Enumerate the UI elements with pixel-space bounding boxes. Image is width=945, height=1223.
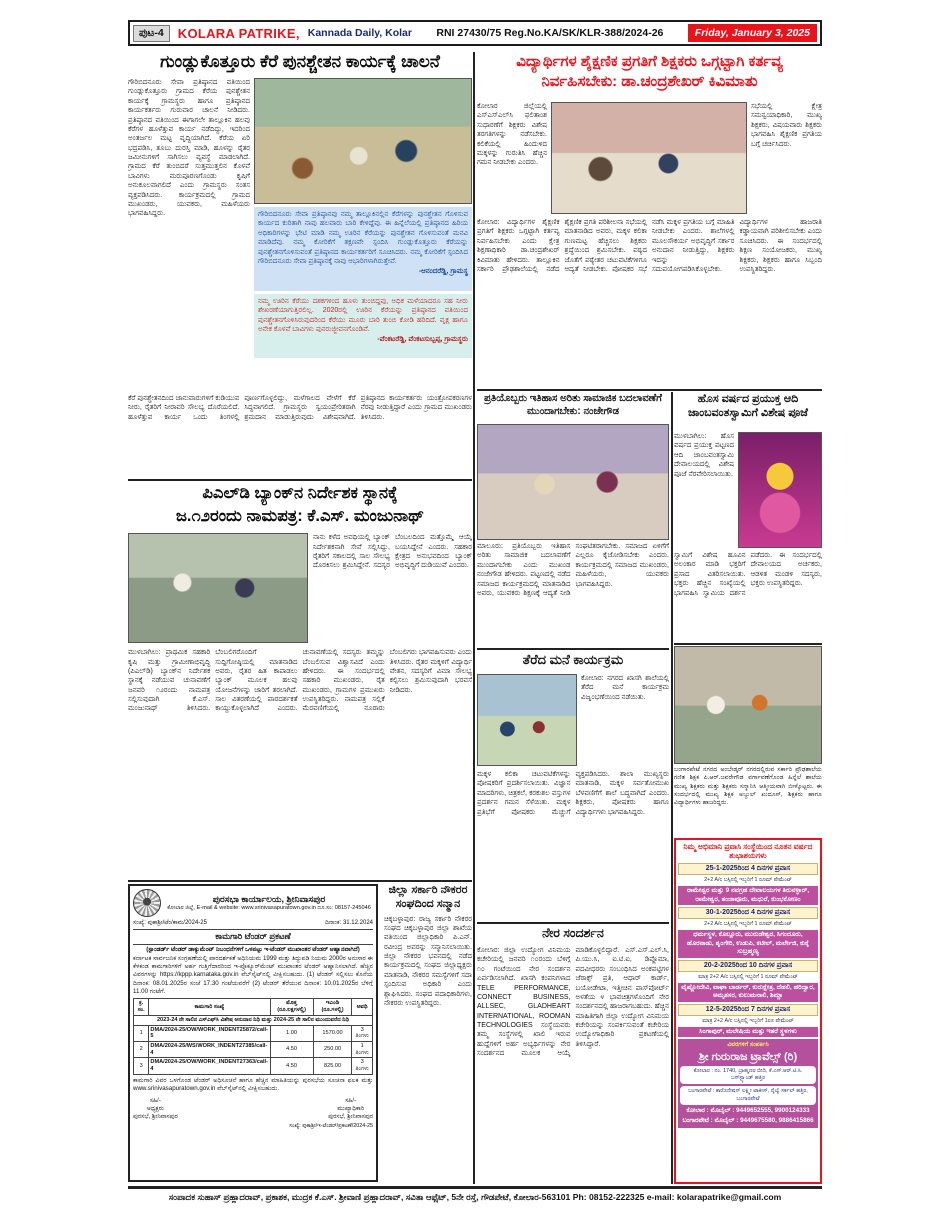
article-body: ಸ್ವಾಮಿಗೆ ವಿಶೇಷ ಹೂವಿನ ಅಲಂಕಾರ ಮಾಡಿ ಭಕ್ತರಿಗೆ ಪ್ರಸಾದ ವಿತರಿಸಲಾಯಿತು. ಭಕ್ತರು ಹೆಚ್ಚಿನ ಸಂಖ್ಯೆಯಲ್ಲಿ ಭಾಗವಹಿಸಿ ಸ್ವಾಮಿಯ ದರ್ಶನ ಪಡೆದರು. ಈ ಸಂದರ್ಭದಲ್ಲಿ ದೇವಾಲಯದ ಅರ್ಚಕರು, ಆಡಳಿತ ಮಂಡಳಿ ಸದಸ್ಯರು, ಭಕ್ತರು ಉಪಸ್ಥಿತರಿದ್ದರು. [674, 552, 822, 597]
horizontal-divider [674, 643, 822, 645]
page-number-chip: ಪುಟ-4 [133, 25, 170, 42]
cell-emd: 1570.00 [313, 1025, 352, 1041]
office-contact: ಕೋಲಾರ ಜಿಲ್ಲೆ, E-mail & website: www.srinivasapuratown.gov.in ದೂ.ಸಂ: 08157-245046 [167, 905, 371, 912]
deity-photo [738, 432, 822, 548]
article-headline-line1: ಪಿಎಲ್‌ಡಿ ಬ್ಯಾಂಕ್‌ನ ನಿರ್ದೇಶಕ ಸ್ಥಾನಕ್ಕೆ [202, 484, 398, 502]
ad-phone-bangarapete: ಬಂಗಾರಪೇಟೆ : ಮೊಬೈಲ್ : 9449675580, 9886415866 [682, 1116, 814, 1124]
farewell-group-photo [674, 646, 822, 764]
paper-subtitle: Kannada Daily, Kolar [307, 27, 412, 39]
cell-emd: 825.00 [313, 1058, 352, 1074]
government-emblem-icon [133, 889, 161, 917]
sign-title: ಮುಖ್ಯಾಧಿಕಾರಿ [337, 1105, 365, 1112]
tour-places-1: ರಾಮೇಶ್ವರ ಮತ್ತು 9 ನವಗ್ರಹ ದೇವಾಲಯಗಳ ತಿರುನಳ್ಳಾರ್, ರಾಮೇಶ್ವರ, ತಂಜಾವೂರು, ಮಧುರೆ, ಕುಂಭಕೋಣಂ [678, 886, 818, 905]
cell-sl: 3 [134, 1058, 149, 1074]
tour-places-4: ಸಿಂಗಾಪುರ್, ಮಲೇಷಿಯ ಮತ್ತು ಇತರೆ ಸ್ಥಳಗಳು [678, 1027, 818, 1038]
table-row [134, 1041, 373, 1057]
quote-attribution: -ವೆಂಕಟರೆಡ್ಡಿ, ವೆಂಕಟಸುಬ್ಬಪ್ಪ, ಗ್ರಾಮಸ್ಥರು [377, 335, 468, 343]
article-lake-rejuvenation [128, 52, 472, 478]
supporters-group-photo [128, 533, 308, 643]
sign-label: ಸಹಿ/- [345, 1097, 357, 1104]
column-header: ಇಎಂಡಿ (ರೂ.ಗಳಲ್ಲಿ) [313, 999, 352, 1015]
villager-quote-box-1 [254, 207, 472, 291]
office-name: ಪುರಸಭಾ ಕಾರ್ಯಾಲಯ, ಶ್ರೀನಿವಾಸಪುರ [212, 894, 326, 905]
article-headline: ಜಿಲ್ಲಾ ಸರ್ಕಾರಿ ನೌಕರರ ಸಂಘದಿಂದ ಸನ್ಮಾನ [388, 884, 468, 910]
column-header: ಕಾಮಗಾರಿ ಸಂಖ್ಯೆ [149, 999, 270, 1015]
sign-label: ಸಹಿ/- [149, 1097, 161, 1104]
cell-sl: 2 [134, 1041, 149, 1057]
column-header: ಕ್ರ. ಸಂ. [134, 999, 149, 1015]
article-headline-line2: ಜ.೧೨ರಂದು ನಾಮಪತ್ರ: ಕೆ.ಎಸ್. ಮಂಜುನಾಥ್ [175, 507, 425, 526]
table-row [134, 1058, 373, 1074]
signature-right [328, 1097, 373, 1121]
travel-agency-ad [674, 838, 822, 1184]
ad-contact-section [678, 1039, 818, 1127]
tender-date: ದಿನಾಂಕ: 31.12.2024 [324, 920, 373, 926]
article-side-text: ಕೋಲಾರ: ನಗರದ ಖಾಸಗಿ ಶಾಲೆಯಲ್ಲಿ ತೆರೆದ ಮನೆ ಕಾರ್ಯಕ್ರಮ ವಿಜೃಂಭಣೆಯಿಂದ ನಡೆಯಿತು. [581, 675, 669, 701]
article-headline: ತೆರೆದ ಮನೆ ಕಾರ್ಯಕ್ರಮ [522, 652, 624, 667]
cell-sl: 1 [134, 1025, 149, 1041]
article-headline: ನೇರ ಸಂದರ್ಶನ [542, 926, 604, 940]
column-header: ಅವಧಿ [352, 999, 373, 1015]
sign-office: ಪುರಸಭೆ, ಶ್ರೀನಿವಾಸಪುರ [133, 1113, 178, 1120]
horizontal-divider [128, 479, 472, 481]
article-open-house [477, 652, 669, 918]
table-row [134, 1025, 373, 1041]
article-body: ಕೋಲಾರ: ವಿದ್ಯಾರ್ಥಿಗಳ ಶೈಕ್ಷಣಿಕ ಪ್ರಗತಿಗೆ ಶಿಕ್ಷಕರು ಒಗ್ಗಟ್ಟಾಗಿ ಕರ್ತವ್ಯ ನಿರ್ವಹಿಸಬೇಕು ಎಂದು ಕ್ಷೇತ್ರ ಶಿಕ್ಷಣಾಧಿಕಾರಿ ಡಾ.ಚಂದ್ರಶೇಖರ್ ಕಿವಿಮಾತು ಹೇಳಿದರು. ತಾಲ್ಲೂಕಿನ ಸರ್ಕಾರಿ ಪ್ರೌಢಶಾಲೆಯಲ್ಲಿ ನಡೆದ ಶೈಕ್ಷಣಿಕ ಪ್ರಗತಿ ಪರಿಶೀಲನಾ ಸಭೆಯಲ್ಲಿ ಮಾತನಾಡಿದ ಅವರು, ಮಕ್ಕಳ ಕಲಿಕಾ ಗುಣಮಟ್ಟ ಹೆಚ್ಚಿಸಲು ಶಿಕ್ಷಕರು ಶ್ರದ್ಧೆಯಿಂದ ಶ್ರಮಿಸಬೇಕು. ಪಠ್ಯದ ಜೊತೆಗೆ ಪಠ್ಯೇತರ ಚಟುವಟಿಕೆಗಳಿಗೂ ಆದ್ಯತೆ ನೀಡಬೇಕು. ಪೋಷಕರ ಸಭೆ ನಡೆಸಿ ಮಕ್ಕಳ ಪ್ರಗತಿಯ ಬಗ್ಗೆ ಮಾಹಿತಿ ನೀಡಬೇಕು ಎಂದರು. ಶಾಲೆಗಳಲ್ಲಿ ಮೂಲಸೌಕರ್ಯ ಅಭಿವೃದ್ಧಿಗೆ ಸರ್ಕಾರ ಅನುದಾನ ನೀಡುತ್ತಿದ್ದು, ಶಿಕ್ಷಕರು ಇದನ್ನು ಸದುಪಯೋಗಪಡಿಸಿಕೊಳ್ಳಬೇಕು. ವಿದ್ಯಾರ್ಥಿಗಳ ಹಾಜರಾತಿ ಕಡ್ಡಾಯವಾಗಿ ಪರಿಶೀಲಿಸಬೇಕು ಎಂದು ಸೂಚಿಸಿದರು. ಈ ಸಂದರ್ಭದಲ್ಲಿ ಶಿಕ್ಷಣ ಸಂಯೋಜಕರು, ಮುಖ್ಯ ಶಿಕ್ಷಕರು, ಶಿಕ್ಷಕರು ಹಾಗೂ ಸಿಬ್ಬಂದಿ ಉಪಸ್ಥಿತರಿದ್ದರು. [477, 219, 822, 273]
cell-amount: 1.00 [270, 1025, 313, 1041]
cell-work-id: DMA/2024-25/OW/WORK_INDENT27363/call-4 [149, 1058, 270, 1074]
photo-caption: ಬಂಗಾರಪೇಟೆ ನಗರದ ಅಂಬೇಡ್ಕರ್ ನಗರದಲ್ಲಿರುವ ಸರ್ಕಾರಿ ಪ್ರೌಢಶಾಲೆಯ ಗಣಿತ ಶಿಕ್ಷಕ ಪಿ.ಆರ್.ಜವರೇಗೌಡ ವರ್ಗಾವಣೆಗೊಂಡ ಹಿನ್ನೆಲೆ ಶಾಲೆಯ ಮುಖ್ಯ ಶಿಕ್ಷಕರು ಮತ್ತು ಶಿಕ್ಷಕರು ಸನ್ಮಾನಿಸಿ ಆತ್ಮೀಯವಾಗಿ ಬೀಳ್ಕೊಟ್ಟರು. ಈ ಸಂದರ್ಭದಲ್ಲಿ ಮುಖ್ಯ ಶಿಕ್ಷಕ ಅಬ್ದುಲ್ ಖುದೂಸ್, ಶಿಕ್ಷಕರು ಹಾಗೂ ವಿದ್ಯಾರ್ಥಿಗಳು ಹಾಜರಿದ್ದರು. [674, 766, 822, 807]
article-walk-in-interview [477, 926, 669, 1180]
article-body-bottom: ಕೆರೆ ಪುನಶ್ಚೇತನದಿಂದ ಜಾನುವಾರುಗಳಿಗೆ ಕುಡಿಯುವ ನೀರು, ರೈತರಿಗೆ ನೀರಾವರಿ ಸೌಲಭ್ಯ ದೊರೆಯಲಿದೆ. ಹೂಳೆತ್ತುವ ಕಾರ್ಯ ಒಂದು ತಿಂಗಳಲ್ಲಿ ಪೂರ್ಣಗೊಳ್ಳಲಿದ್ದು, ಮಳೆಗಾಲದ ವೇಳೆಗೆ ಕೆರೆ ಸಿದ್ಧವಾಗಲಿದೆ. ಗ್ರಾಮಸ್ಥರು ಸ್ವಯಂಪ್ರೇರಿತರಾಗಿ ಶ್ರಮದಾನ ಮಾಡುತ್ತಿರುವುದು ವಿಶೇಷವಾಗಿದೆ. ಪ್ರತಿಷ್ಠಾನದ ಕಾರ್ಯಕರ್ತರು ಯಂತ್ರೋಪಕರಣಗಳ ನೆರವು ನೀಡುತ್ತಿದ್ದಾರೆ ಎಂದು ಗ್ರಾಮದ ಮುಖಂಡರು ತಿಳಿಸಿದರು. [128, 395, 472, 421]
signature-left [133, 1097, 178, 1121]
tender-subtitle: (ಸ್ಟಾಂಡರ್ಡ್ ಟೆಂಡರ್ ಡಾಕ್ಯುಮೆಂಟ್ ನಿಬಂಧನೆಗಳಿಗೆ ಒಳಪಟ್ಟು ಇ-ಟೆಂಡರ್ ಮುಖಾಂತರ ಟೆಂಡರ್ ಆಹ್ವಾನವಾಗಿದೆ) [146, 946, 360, 953]
article-side-text: ನಾನು ಕಳೆದ ಅವಧಿಯಲ್ಲಿ ಬ್ಯಾಂಕ್ ನಿರ್ದೇಶಕನಾಗಿ ಸೇವೆ ಸಲ್ಲಿಸಿದ್ದು, ರೈತರಿಗೆ ಸಕಾಲದಲ್ಲಿ ಸಾಲ ಸೌಲಭ್ಯ ದೊರಕಿಸಲು ಶ್ರಮಿಸಿದ್ದೇನೆ. ಸದಸ್ಯರ ಬೆಂಬಲದಿಂದ ಮತ್ತೊಮ್ಮೆ ಆಯ್ಕೆ ಬಯಸಿದ್ದೇನೆ ಎಂದರು. ಸಹಕಾರ ಕ್ಷೇತ್ರದ ಅನುಭವದಿಂದ ಬ್ಯಾಂಕ್ ಅಭಿವೃದ್ಧಿಗೆ ದುಡಿಯುವೆ ಎಂದರು. [313, 534, 472, 570]
tour-places-2: ಧರ್ಮಸ್ಥಳ, ಕೊಲ್ಲೂರು, ಮುರುಡೇಶ್ವರ, ಸಿಗಂದೂರು, ಹೊರನಾಡು, ಶೃಂಗೇರಿ, ಉಡುಪಿ, ಕಟೀಲ್, ಮರ್ಲೇಜಿ, ಕುಕ್ಕೆ ಸುಬ್ರಹ್ಮಣ್ಯ [678, 930, 818, 958]
tour-date-3: 20-2-2025ರಿಂದ 10 ದಿನಗಳ ಪ್ರವಾಸ [678, 960, 818, 972]
article-pld-bank-nomination [128, 482, 472, 876]
article-body: ಮಾಲೂರು: ಪ್ರತಿಯೊಬ್ಬರು ಇತಿಹಾಸ ಅರಿತು ಸಾಮಾಜಿಕ ಬದಲಾವಣೆಗೆ ಮುಂದಾಗಬೇಕು ಎಂದು ಮುಖಂಡ ನಂಜೇಗೌಡ ಹೇಳಿದರು. ಪಟ್ಟಣದಲ್ಲಿ ನಡೆದ ಸಮಾಜದ ಕಾರ್ಯಕ್ರಮದಲ್ಲಿ ಮಾತನಾಡಿದ ಅವರು, ಯುವಕರು ಶಿಕ್ಷಣಕ್ಕೆ ಆದ್ಯತೆ ನೀಡಿ ಸಂಘಟಿತರಾಗಬೇಕು. ಸಮಾಜದ ಏಳಿಗೆಗೆ ಎಲ್ಲರೂ ಕೈಜೋಡಿಸಬೇಕು ಎಂದರು. ಕಾರ್ಯಕ್ರಮದಲ್ಲಿ ಸಮಾಜದ ಮುಖಂಡರು, ಮಹಿಳೆಯರು, ಯುವಕರು ಭಾಗವಹಿಸಿದ್ದರು. [477, 543, 669, 597]
issue-date: Friday, January 3, 2025 [688, 24, 817, 42]
quote-attribution: -ಆನಂದರೆಡ್ಡಿ, ಗ್ರಾಮಸ್ಥ [418, 267, 468, 275]
tender-bottom-ref: ಸಂಖ್ಯೆ: ಪುಕಾಶ್ರೀ/ಇ-ಟೆಂಡರ್/ಪ್ರಕಟಣೆ/2024-25 [289, 1122, 373, 1129]
villager-quote-box-2 [254, 294, 472, 358]
article-headline: ಪ್ರತಿಯೊಬ್ಬರು ಇತಿಹಾಸ ಅರಿತು ಸಾಮಾಜಿಕ ಬದಲಾವಣೆಗೆ ಮುಂದಾಗಬೇಕು: ನಂಜೇಗೌಡ [484, 393, 662, 417]
tour-note-4: ಮಾತ್ರ 2+2 A/c ಬಸ್ಸಿನಲ್ಲಿ ಇಬ್ಬರಿಗೆ 1ರೂ ಪೇಮೆಂಟ್ [702, 1017, 794, 1024]
article-body: ಮುಳಬಾಗಿಲು: ಪ್ರಾಥಮಿಕ ಸಹಕಾರಿ ಕೃಷಿ ಮತ್ತು ಗ್ರಾಮೀಣಾಭಿವೃದ್ಧಿ (ಪಿಎಲ್‌ಡಿ) ಬ್ಯಾಂಕ್‌ನ ನಿರ್ದೇಶಕ ಸ್ಥಾನಕ್ಕೆ ನಡೆಯುವ ಚುನಾವಣೆಗೆ ಜನವರಿ ೧೨ರಂದು ನಾಮಪತ್ರ ಸಲ್ಲಿಸುವುದಾಗಿ ಕೆ.ಎಸ್. ಮಂಜುನಾಥ್ ತಿಳಿಸಿದರು. ಬೆಂಬಲಿಗರೊಂದಿಗೆ ಸುದ್ದಿಗೋಷ್ಠಿಯಲ್ಲಿ ಮಾತನಾಡಿದ ಅವರು, ರೈತರ ಹಿತ ಕಾಪಾಡಲು ಬ್ಯಾಂಕ್ ಮೂಲಕ ಹಲವು ಯೋಜನೆಗಳನ್ನು ಜಾರಿಗೆ ತರಲಾಗಿದೆ. ಸಾಲ ವಿತರಣೆಯಲ್ಲಿ ಪಾರದರ್ಶಕತೆ ಕಾಯ್ದುಕೊಳ್ಳಲಾಗಿದೆ ಎಂದರು. ಚುನಾವಣೆಯಲ್ಲಿ ಸದಸ್ಯರು ತಮ್ಮನ್ನು ಬೆಂಬಲಿಸುವ ವಿಶ್ವಾಸವಿದೆ ಎಂದು ಹೇಳಿದರು. ಈ ಸಂದರ್ಭದಲ್ಲಿ ಸಹಕಾರಿ ಮುಖಂಡರು, ರೈತ ಮುಖಂಡರು, ಗ್ರಾಮಗಳ ಪ್ರಮುಖರು ಉಪಸ್ಥಿತರಿದ್ದರು. ನಾಮಪತ್ರ ಸಲ್ಲಿಕೆ ಮೆರವಣಿಗೆಯಲ್ಲಿ ನೂರಾರು ಬೆಂಬಲಿಗರು ಭಾಗವಹಿಸುವರು ಎಂದು ತಿಳಿಸಿದರು. ರೈತರ ಮಕ್ಕಳಿಗೆ ವಿದ್ಯಾರ್ಥಿ ವೇತನ, ಸದಸ್ಯರಿಗೆ ವಿಮಾ ಸೌಲಭ್ಯ ಕಲ್ಪಿಸಲು ಶ್ರಮಿಸುವುದಾಗಿ ಭರವಸೆ ನೀಡಿದರು. [128, 649, 472, 713]
tender-ref-number: ಸಂಖ್ಯೆ: ಪುಕಾಶ್ರೀ/ಟೆಂ/ಕಾಮ/2024-25 [133, 920, 207, 926]
article-body-left-column: ಗೌರಿಬಿದನೂರು ಸೇವಾ ಪ್ರತಿಷ್ಠಾನದ ವತಿಯಿಂದ ಗುಂಡ್ಲುಕೊತ್ತೂರು ಗ್ರಾಮದ ಕೆರೆಯ ಪುನಶ್ಚೇತನ ಕಾರ್ಯಕ್ಕೆ ಗ್ರಾಮಸ್ಥರು ಹಾಗೂ ಪ್ರತಿಷ್ಠಾನದ ಕಾರ್ಯಕರ್ತರು ಗುರುವಾರ ಚಾಲನೆ ನೀಡಿದರು. ಪ್ರತಿಷ್ಠಾನದ ವತಿಯಿಂದ ಈಗಾಗಲೇ ತಾಲ್ಲೂಕಿನ ಹಲವು ಕೆರೆಗಳ ಹೂಳೆತ್ತುವ ಕಾರ್ಯ ನಡೆದಿದ್ದು, ಇದರಿಂದ ಅಂತರ್ಜಲ ಮಟ್ಟ ವೃದ್ಧಿಯಾಗಿದೆ. ಕೆರೆಯ ಏರಿ ಭದ್ರಪಡಿಸಿ, ತೂಬು ದುರಸ್ತಿ ಮಾಡಿ, ಹೂಳನ್ನು ರೈತರ ಜಮೀನುಗಳಿಗೆ ಸಾಗಿಸಲು ವ್ಯವಸ್ಥೆ ಮಾಡಲಾಗಿದೆ. ಗ್ರಾಮದ ಕೆರೆ ತುಂಬಿದರೆ ಸುತ್ತಮುತ್ತಲಿನ ಕೊಳವೆ ಬಾವಿಗಳು ಮರುಪೂರಣಗೊಂಡು ಕೃಷಿಗೆ ಅನುಕೂಲವಾಗಲಿದೆ ಎಂದು ಗ್ರಾಮಸ್ಥರು ಸಂತಸ ವ್ಯಕ್ತಪಡಿಸಿದರು. ಕಾರ್ಯಕ್ರಮದಲ್ಲಿ ಗ್ರಾಮದ ಮುಖಂಡರು, ಯುವಕರು, ಮಹಿಳೆಯರು ಭಾಗವಹಿಸಿದ್ದರು. [128, 79, 250, 218]
sign-office: ಪುರಸಭೆ, ಶ್ರೀನಿವಾಸಪುರ [328, 1113, 373, 1120]
cell-amount: 4.50 [270, 1058, 313, 1074]
lake-event-photo [254, 78, 472, 204]
article-side-text: ಮುಳಬಾಗಿಲು: ಹೊಸ ವರ್ಷದ ಪ್ರಯುಕ್ತ ಪಟ್ಟಣದ ಆದಿ ಜಾಂಬವಂತಸ್ವಾಮಿ ದೇವಾಲಯದಲ್ಲಿ ವಿಶೇಷ ಪೂಜೆ ನೆರವೇರಿಸಲಾಯಿತು. [674, 433, 734, 478]
tour-note-1: 2+2 A/c ಬಸ್ಸಿನಲ್ಲಿ ಇಬ್ಬರಿಗೆ 1 ರೂಮ್ ಪೇಮೆಂಟ್ [704, 876, 792, 883]
ad-phone-kolar: ಕೋಲಾರ : ಮೊಬೈಲ್ : 9449652555, 9900124333 [686, 1106, 810, 1114]
quote-text: ನಮ್ಮ ಊರಿನ ಕೆರೆಯು ದಶಕಗಳಿಂದ ಹೂಳು ತುಂಬಿದ್ದವು, ಅಧಿಕ ಮಳೆಯಾದರೂ ಸಹ ನೀರು ಶೇಖರಣೆಯಾಗುತ್ತಿರಲಿಲ್ಲ. 2020ರಲ್ಲಿ ಊರಿನ ಕೆರೆಯನ್ನು ಪ್ರತಿಷ್ಠಾನದ ವತಿಯಿಂದ ಪುನಶ್ಚೇತನಗೊಳಿಸಿರುವುದರಿಂದ ಕೆರೆಯು ಮೂರು ಬಾರಿ ತುಂಬಿ ಕೋಡಿ ಹರಿದಿದೆ. ವೃಕ್ಷ ಹಾಗೂ ಅನೇಕ ಕೊಳವೆ ಬಾವಿಗಳು ಪುನರುಜ್ಜೀವನಗೊಂಡಿವೆ. [258, 298, 468, 334]
farewell-photo-block [674, 646, 822, 834]
article-headline: ಗುಂಡ್ಲುಕೊತ್ತೂರು ಕೆರೆ ಪುನಶ್ಚೇತನ ಕಾರ್ಯಕ್ಕೆ ಚಾಲನೆ [160, 52, 440, 71]
teachers-meeting-photo [551, 102, 747, 214]
ad-address-kolar: ಕೋಲಾರ : ನಂ. 1740, ಬ್ರಾಹ್ಮಣರ ಬೀದಿ, ಕೆ.ಎಸ್.ಆರ್.ಟಿ.ಸಿ. ಬಸ್‌ಸ್ಟ್ಯಾಂಡ್ ಹತ್ತಿರ [680, 1066, 816, 1084]
article-employees-union-honor [384, 884, 472, 1182]
article-headline-red: ವಿದ್ಯಾರ್ಥಿಗಳ ಶೈಕ್ಷಣಿಕ ಪ್ರಗತಿಗೆ ಶಿಕ್ಷಕರು ಒಗ್ಗಟ್ಟಾಗಿ ಕರ್ತವ್ಯ ನಿರ್ವಹಿಸಬೇಕು: ಡಾ.ಚಂದ್ರಶೇಖರ್ ಕಿವಿಮಾತು [516, 53, 783, 90]
vertical-divider [473, 52, 475, 1184]
cell-emd: 250.00 [313, 1041, 352, 1057]
article-column-right: ಸಭೆಯಲ್ಲಿ ಕ್ಷೇತ್ರ ಸಮನ್ವಯಾಧಿಕಾರಿ, ಮುಖ್ಯ ಶಿಕ್ಷಕರು, ವಿಷಯವಾರು ಶಿಕ್ಷಕರು ಭಾಗವಹಿಸಿ ಶೈಕ್ಷಣಿಕ ಪ್ರಗತಿಯ ಬಗ್ಗೆ ಚರ್ಚಿಸಿದರು. [751, 103, 822, 148]
table-group-row: 2023-24 ನೇ ಸಾಲಿನ ಎಸ್‌ಎಫ್‌ಸಿ ವಿಶೇಷ ಅನುದಾನ ನಿಧಿ ಮತ್ತು 2024-25 ನೇ ಸಾಲಿನ ಮುಂದುವರೆದ ನಿಧಿ [134, 1015, 373, 1025]
article-history-awareness [477, 392, 669, 644]
tour-note-2: 2+2 A/c ಬಸ್ಸಿನಲ್ಲಿ ಇಬ್ಬರಿಗೆ 1 ರೂಮ್ ಪೇಮೆಂಟ್ [704, 921, 792, 928]
horizontal-divider [477, 922, 669, 924]
article-body: ಮಕ್ಕಳ ಕಲಿಕಾ ಚಟುವಟಿಕೆಗಳನ್ನು ಪೋಷಕರಿಗೆ ಪ್ರದರ್ಶಿಸಲಾಯಿತು. ವಿಜ್ಞಾನ ಮಾದರಿಗಳು, ಚಿತ್ರಕಲೆ, ಕರಕುಶಲ ವಸ್ತುಗಳ ಪ್ರದರ್ಶನ ಗಮನ ಸೆಳೆಯಿತು. ಮಕ್ಕಳ ಪ್ರತಿಭೆಗೆ ಪೋಷಕರು ಮೆಚ್ಚುಗೆ ವ್ಯಕ್ತಪಡಿಸಿದರು. ಶಾಲಾ ಮುಖ್ಯಸ್ಥರು ಮಾತನಾಡಿ, ಮಕ್ಕಳ ಸರ್ವತೋಮುಖ ಬೆಳವಣಿಗೆಗೆ ಶಾಲೆ ಬದ್ಧವಾಗಿದೆ ಎಂದರು. ಶಿಕ್ಷಕರು, ಪೋಷಕರು ಹಾಗೂ ವಿದ್ಯಾರ್ಥಿಗಳು ಭಾಗವಹಿಸಿದ್ದರು. [477, 771, 669, 816]
cell-work-id: DMA/2024-25/WS/WORK_INDENT27385/call-4 [149, 1041, 270, 1057]
article-column-left: ಕೋಲಾರ ಜಿಲ್ಲೆಯಲ್ಲಿ ಎಸ್‌ಎಸ್‌ಎಲ್‌ಸಿ ಫಲಿತಾಂಶ ಸುಧಾರಣೆಗೆ ಶಿಕ್ಷಕರು ವಿಶೇಷ ತರಗತಿಗಳನ್ನು ನಡೆಸಬೇಕು. ಕಲಿಕೆಯಲ್ಲಿ ಹಿಂದುಳಿದ ಮಕ್ಕಳನ್ನು ಗುರುತಿಸಿ ಹೆಚ್ಚಿನ ಗಮನ ನೀಡಬೇಕು ಎಂದರು. [477, 103, 547, 167]
cell-period: 3 ತಿಂಗಳು [352, 1025, 373, 1041]
ad-contact-label: ವಿವರಗಳಿಗೆ ಸಂಪರ್ಕಿಸಿ [727, 1042, 769, 1049]
cell-period: 1 ತಿಂಗಳು [352, 1041, 373, 1057]
tender-body: ಕರ್ನಾಟಕ ಸಾರ್ವಜನಿಕ ಸಂಗ್ರಹಣೆಯಲ್ಲಿ ಪಾರದರ್ಶಕತೆ ಅಧಿನಿಯಮ 1999 ಮತ್ತು ತಿದ್ದುಪಡಿ ನಿಯಮ 2000ರ ಅನುಸಾರ ಈ ಕೆಳಕಂಡ ಕಾಮಗಾರಿಗಳಿಗೆ ಅರ್ಹ ಗುತ್ತಿಗೆದಾರರಿಂದ ಇ-ಪ್ರೊಕ್ಯೂರ್‌ಮೆಂಟ್ ಮುಖಾಂತರ ಟೆಂಡರ್ ಆಹ್ವಾನಿಸಲಾಗಿದೆ. ಹೆಚ್ಚಿನ ವಿವರಗಳನ್ನು https://kppp.karnataka.gov.in ವೆಬ್‌ಸೈಟ್‌ನಲ್ಲಿ ವೀಕ್ಷಿಸಬಹುದು. (1) ಟೆಂಡರ್ ಸಲ್ಲಿಸಲು ಕೊನೆಯ ದಿನಾಂಕ: 08.01.2025ರ ಸಂಜೆ 17.30 ಗಂಟೆಯವರೆಗೆ (2) ಟೆಂಡರ್ ತೆರೆಯುವ ದಿನಾಂಕ: 10.01.2025ರ ಬೆಳಿಗ್ಗೆ 11.00 ಗಂಟೆಗೆ. [133, 954, 373, 996]
rni-registration: RNI 27430/75 Reg.No.KA/SK/KLR-388/2024-26 [436, 27, 664, 39]
tour-places-3: ವೈಷ್ಣೋದೇವಿ, ವಾಘಾ ಬಾರ್ಡರ್, ಕುರುಕ್ಷೇತ್ರ, ದೆಹಲಿ, ಹರಿದ್ವಾರ, ಅಮೃತಸರ, ಕುಲುಮನಾಲಿ, ಶಿಮ್ಲಾ [678, 983, 818, 1002]
cell-period: 3 ತಿಂಗಳು [352, 1058, 373, 1074]
article-new-year-pooja [674, 392, 822, 640]
imprint-line: ಸಂಪಾದಕ ಸುಹಾಸ್ ಪ್ರಹ್ಲಾದರಾವ್, ಪ್ರಕಾಶಕ, ಮುದ್ರಕ ಕೆ.ಎಸ್. ಶ್ರೀವಾಣಿ ಪ್ರಹ್ಲಾದರಾವ್, ಸವಿತಾ ಆಫ್ಸೆಟ್, 5ನೇ ರಸ್ತೆ, ಗೌಡಪೇಟೆ, ಕೋಲಾರ-563101 Ph: 08152-222325 e-mail: kolarapatrike@gmail.com [168, 1192, 782, 1202]
municipal-tender-notice [128, 884, 378, 1182]
article-teachers-duty [477, 52, 822, 388]
article-headline: ಹೊಸ ವರ್ಷದ ಪ್ರಯುಕ್ತ ಆದಿ ಜಾಂಬವಂತಸ್ವಾಮಿಗೆ ವಿಶೇಷ ಪೂಜೆ [688, 393, 808, 420]
ad-brand-name: ಶ್ರೀ ಗುರುರಾಜ ಟ್ರಾವೆಲ್ಸ್ (ರಿ) [698, 1051, 798, 1064]
ad-header: ನಿಮ್ಮ ಅಭಿಮಾನಿ ಪ್ರವಾಸಿ ಸಂಸ್ಥೆಯಿಂದ ನೂತನ ವರ್ಷದ ಶುಭಾಶಯಗಳು [683, 842, 813, 861]
tender-works-table [133, 998, 373, 1074]
tour-date-1: 25-1-2025ರಿಂದ 4 ದಿನಗಳ ಪ್ರವಾಸ [678, 863, 818, 875]
tour-date-2: 30-1-2025ರಿಂದ 4 ದಿನಗಳ ಪ್ರವಾಸ [678, 907, 818, 919]
horizontal-divider [477, 648, 669, 650]
tour-date-4: 12-5-2025ರಿಂದ 7 ದಿನಗಳ ಪ್ರವಾಸ [678, 1004, 818, 1016]
school-children-photo [477, 674, 577, 766]
tour-note-3: ಮಾತ್ರ 2+2 A/c ಬಸ್ಸಿನಲ್ಲಿ ಇಬ್ಬರಿಗೆ 1 ರೂಮ್ ಪೇಮೆಂಟ್ [698, 973, 798, 980]
cell-work-id: DMA/2024-25/OW/WORK_INDENT25872/call-5 [149, 1025, 270, 1041]
stage-function-photo [477, 424, 669, 540]
sign-title: ಅಧ್ಯಕ್ಷರು [146, 1105, 164, 1112]
horizontal-divider [128, 880, 472, 882]
horizontal-divider [477, 389, 822, 391]
quote-text: ಗೌರಿಬಿದನೂರು ಸೇವಾ ಪ್ರತಿಷ್ಠಾನವು ನಮ್ಮ ತಾಲ್ಲೂಕಿನಲ್ಲಿನ ಕೆರೆಗಳನ್ನು ಪುನಶ್ಚೇತನ ಗೊಳಿಸುವ ಕಾರ್ಯದ ಕುರಿತಾಗಿ ನಾವು ಹಲವಾರು ಬಾರಿ ಕೇಳಿದ್ದೆವು. ಈ ಹಿನ್ನೆಲೆಯಲ್ಲಿ ಪ್ರತಿಷ್ಠಾನದ ಹಿರಿಯ ಅಧಿಕಾರಿಗಳನ್ನು ಭೇಟಿ ಮಾಡಿ ನಮ್ಮ ಊರಿನ ಕೆರೆಯನ್ನು ಪುನಶ್ಚೇತನ ಗೊಳಿಸುವಂತೆ ಮನವಿ ಮಾಡಿದೆವು. ನಮ್ಮ ಕೋರಿಕೆಗೆ ತಕ್ಷಣವೇ ಸ್ಪಂದಿಸಿ ಗುಂಡ್ಲುಕೊತ್ತೂರು ಕೆರೆಯನ್ನು ಪುನಶ್ಚೇತನಗೊಳಿಸುವಂತೆ ಪ್ರತಿಷ್ಠಾನದ ಕಾರ್ಯಕರ್ತರಿಗೆ ಸೂಚಿಸಿದರು. ನಮ್ಮ ಕೋರಿಕೆಗೆ ಸ್ಪಂದಿಸಿದ ಗೌರಿಬಿದನೂರು ಸೇವಾ ಪ್ರತಿಷ್ಠಾನಕ್ಕೆ ನಾವು ಆಭಾರಿಗಳಾಗಿರುತ್ತೇವೆ. [258, 211, 468, 266]
article-body: ಕೋಲಾರ: ಜಿಲ್ಲಾ ಉದ್ಯೋಗ ವಿನಿಮಯ ಕಚೇರಿಯಲ್ಲಿ ಜನವರಿ ೧೦ರಂದು ಬೆಳಿಗ್ಗೆ ೧೦ ಗಂಟೆಯಿಂದ ನೇರ ಸಂದರ್ಶನ ಏರ್ಪಡಿಸಲಾಗಿದೆ. ಖಾಸಗಿ ಕಂಪನಿಗಳಾದ TELE PERFORMANCE, CONNECT BUSINESS, ALLSEC, GLADHEART INTERNATIONAL, ROOMAN TECHNOLOGIES ಸಂಸ್ಥೆಯವರು ತಮ್ಮ ಸಂಸ್ಥೆಗಳಲ್ಲಿ ಖಾಲಿ ಇರುವ ಹುದ್ದೆಗಳಿಗೆ ಅರ್ಹ ಅಭ್ಯರ್ಥಿಗಳನ್ನು ನೇರ ಸಂದರ್ಶನದ ಮೂಲಕ ಆಯ್ಕೆ ಮಾಡಿಕೊಳ್ಳಲಿದ್ದಾರೆ. ಎಸ್.ಎಸ್.ಎಲ್.ಸಿ, ಪಿ.ಯು.ಸಿ, ಐ.ಟಿ.ಐ, ಡಿಪ್ಲೊಮಾ, ಪದವೀಧರರು ಸಂಬಂಧಿಸಿದ ಅಂಕಪಟ್ಟಿಗಳ ಜೆರಾಕ್ಸ್ ಪ್ರತಿ, ಆಧಾರ್ ಕಾರ್ಡ್, ಬಯೋಡೇಟಾ, ಇತ್ತೀಚಿನ ಪಾಸ್‌ಪೋರ್ಟ್ ಅಳತೆಯ ೪ ಭಾವಚಿತ್ರಗಳೊಂದಿಗೆ ನೇರ ಸಂದರ್ಶನದಲ್ಲಿ ಹಾಜರಾಗಬಹುದು. ಹೆಚ್ಚಿನ ಮಾಹಿತಿಗಾಗಿ ಜಿಲ್ಲಾ ಉದ್ಯೋಗ ವಿನಿಮಯ ಕಚೇರಿಯನ್ನು ಸಂಪರ್ಕಿಸುವಂತೆ ಕಚೇರಿಯ ಉದ್ಯೋಗಾಧಿಕಾರಿ ಪ್ರಕಟಣೆಯಲ್ಲಿ ತಿಳಿಸಿದ್ದಾರೆ. [477, 947, 669, 1058]
footer-rule [128, 1186, 822, 1189]
ad-address-bangarapete: ಬಂಗಾರಪೇಟೆ : ಕಾರೊನೇಷನ್ ಲಕ್ಷ್ಮೀ ಟಾಕೀಸ್, ರೈಲ್ವೆ ಸರ್ಕಲ್ ಹತ್ತಿರ, ಬಂಗಾರಪೇಟೆ [680, 1086, 816, 1104]
paper-name: KOLARA PATRIKE, [177, 25, 300, 41]
cell-amount: 4.50 [270, 1041, 313, 1057]
tender-note: ಕಾಮಗಾರಿ ವಿವರ ಒಳಗೊಂಡ ಟೆಂಡರ್ ಅಧಿಸೂಚನೆ ಹಾಗೂ ಹೆಚ್ಚಿನ ಮಾಹಿತಿಯನ್ನು ಪುರಸಭೆಯ ಸೂಚನಾ ಫಲಕ ಮತ್ತು www.srinivasapuratown.gov.in ವೆಬ್‌ಸೈಟ್‌ನಲ್ಲಿ ವೀಕ್ಷಿಸಬಹುದು. [133, 1076, 373, 1093]
tender-title: ಕಾಮಗಾರಿ ಟೆಂಡರ್ ಪ್ರಕಟಣೆ [133, 929, 373, 944]
article-body: ಚಿಕ್ಕಬಳ್ಳಾಪುರ: ರಾಜ್ಯ ಸರ್ಕಾರಿ ನೌಕರರ ಸಂಘದ ಚಿಕ್ಕಬಳ್ಳಾಪುರ ಜಿಲ್ಲಾ ಶಾಖೆಯ ವತಿಯಿಂದ ಜಿಲ್ಲಾಧಿಕಾರಿ ಪಿ.ಎನ್. ರವೀಂದ್ರ ಅವರನ್ನು ಸನ್ಮಾನಿಸಲಾಯಿತು. ಜಿಲ್ಲಾ ನೌಕರರ ಭವನದಲ್ಲಿ ನಡೆದ ಕಾರ್ಯಕ್ರಮದಲ್ಲಿ ಸಂಘದ ಜಿಲ್ಲಾಧ್ಯಕ್ಷರು ಮಾತನಾಡಿ, ನೌಕರರ ಸಮಸ್ಯೆಗಳಿಗೆ ಸದಾ ಸ್ಪಂದಿಸುವ ಅಧಿಕಾರಿ ಎಂದು ಶ್ಲಾಘಿಸಿದರು. ಸಂಘದ ಪದಾಧಿಕಾರಿಗಳು, ನೌಕರರು ಉಪಸ್ಥಿತರಿದ್ದರು. [384, 915, 472, 1007]
column-header: ಮೊತ್ತ (ರೂ.ಲಕ್ಷಗಳಲ್ಲಿ) [270, 999, 313, 1015]
vertical-divider [671, 392, 673, 1184]
masthead [128, 20, 822, 46]
